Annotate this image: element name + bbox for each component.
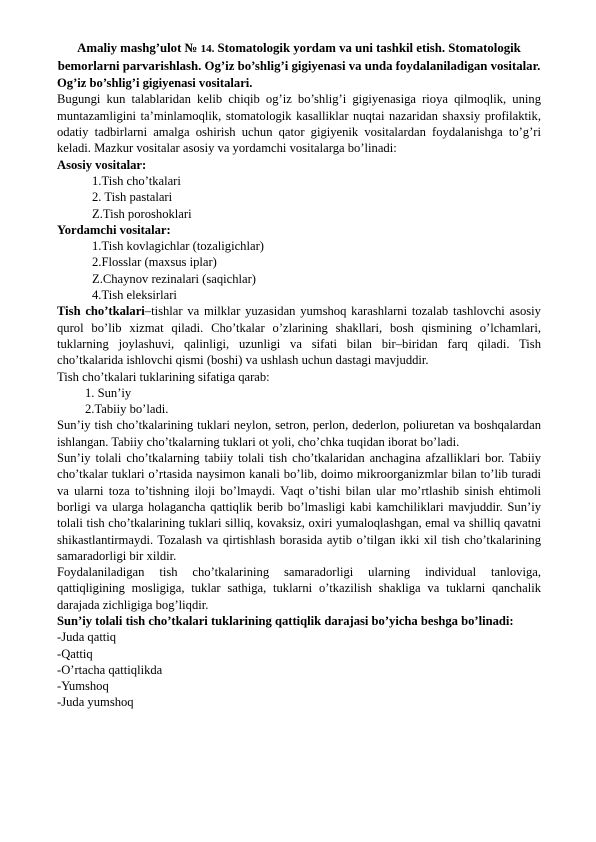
hardness-list (57, 629, 541, 710)
main-tools-list (57, 173, 541, 222)
list-item: 1.Tish kovlagichlar (tozaligichlar) (92, 239, 264, 254)
document-page (57, 40, 541, 711)
aux-tools-heading: Yordamchi vositalar: (57, 222, 171, 237)
brush-paragraph (57, 303, 541, 368)
selection-paragraph: Foydalaniladigan tish cho’tkalarining samaradorligi ularning individual tanloviga, qattiqligining mosligiga, tuklar sathiga, tuklarni o’tkazilish shakliga va tuklarni qanchalik darajada zichligiga bog’liqdir. (57, 565, 541, 612)
list-item: 2.Flosslar (maxsus iplar) (92, 255, 217, 270)
list-item: -Qattiq (57, 646, 93, 661)
list-item: 1. Sun’iy (85, 385, 132, 400)
bristle-types-list (57, 385, 541, 418)
list-item: -Juda qattiq (57, 630, 117, 645)
aux-tools-list (57, 238, 541, 303)
list-item: 2.Tabiiy bo’ladi. (85, 402, 169, 417)
list-item: -Juda yumshoq (57, 695, 134, 710)
intro-paragraph: Bugungi kun talablaridan kelib chiqib og’iz bo’shlig’i gigiyenasiga rioya qilmoqlik, uning muntazamligini ta’minlamoqlik, stomatologik kasalliklar nuqtai nazaridan shaxsiy profilaktik, odatiy tadbirlarni amalga oshirish uchun qator gigiyenik vositalardan foydalanishga to’g’ri keladi. Mazkur vositalar asosiy va yordamchi vositalarga bo’linadi: (57, 92, 541, 156)
list-item: Z.Tish poroshoklari (92, 206, 192, 221)
title-text: Stomatologik yordam va uni tashkil etish. Stomatologik bemorlarni parvarishlash. Og’iz bo’shlig’i gigiyenasi va unda foydalaniladigan vositalar. (57, 41, 541, 73)
list-item: 4.Tish eleksirlari (92, 288, 177, 303)
title-number: 14. (200, 43, 215, 55)
hardness-heading: Sun’iy tolali tish cho’tkalari tuklarining qattiqlik darajasi bo’yicha beshga bo’linadi: (57, 613, 514, 628)
list-item: 1.Tish cho’tkalari (92, 173, 181, 188)
list-item: 2. Tish pastalari (92, 190, 173, 205)
synthetic-paragraph: Sun’iy tish cho’tkalarining tuklari neylon, setron, perlon, dederlon, poliuretan va boshqalardan ishlangan. Tabiiy cho’tkalarning tuklari ot yoli, cho’chka tuqidan iborat bo’ladi. (57, 418, 541, 449)
list-item: -O’rtacha qattiqlikda (57, 662, 163, 677)
bristle-intro: Tish cho’tkalari tuklarining sifatiga qarab: (57, 369, 270, 384)
title-prefix: Amaliy mashg’ulot № (77, 41, 198, 55)
list-item: -Yumshoq (57, 679, 109, 694)
section-heading: Og’iz bo’shlig’i gigiyenasi vositalari. (57, 76, 253, 91)
page-title (57, 40, 541, 74)
brush-term: Tish cho’tkalari (57, 304, 145, 319)
main-tools-heading: Asosiy vositalar: (57, 157, 147, 172)
advantages-paragraph: Sun’iy tolali cho’tkalarning tabiiy tolali tish cho’tkalaridan anchagina afzalliklari bor. Tabiiy cho’tkalar tuklari o’rtasida naysimon kanali bo’lib, doimo mikroorganizmlar bilan to’lib turadi va ularni toza to’tishning iloji bo’lmaydi. Vaqt o’tishi bilan ular mo’rtlashib sinish ehtimoli borligi va ularga holagancha qattiqlik berib bo’lmasligi kabi kamchiliklari mavjuddir. Sun’iy tolali tish cho’tkalarining tuklari silliq, kovaksiz, oxiri yumaloqlashgan, emal va shilliq qavatni shikastlantirmaydi. Tozalash va qirtishlash borasida aytib o’tilgan ikki xil tish cho’tkalarining samaradorligi bir xildir. (57, 451, 541, 563)
list-item: Z.Chaynov rezinalari (saqichlar) (92, 271, 256, 286)
brush-text: –tishlar va milklar yuzasidan yumshoq karashlarni tozalab tashlovchi asosiy qurol bo’lib xizmat qiladi. Cho’tkalar o’zlarining shakllari, bosh qismining o’lchamlari, tuklarning joylashuvi, qalinligi, uzunligi va sifati bilan bir–biridan farq qiladi. Tish cho’tkalarida ishlovchi qismi (boshi) va ushlash uchun dastagi mavjuddir. (57, 304, 541, 368)
